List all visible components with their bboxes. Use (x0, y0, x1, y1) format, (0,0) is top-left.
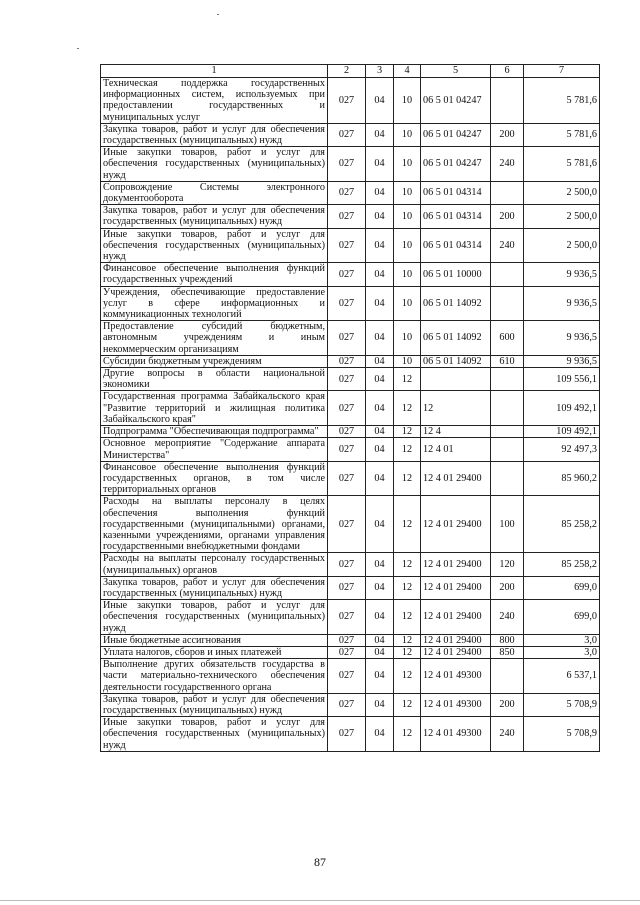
row-vr (491, 78, 524, 124)
table-row (101, 263, 600, 286)
budget-table (100, 64, 600, 752)
row-csr: 06 5 01 04247 (421, 147, 491, 182)
table-row (101, 286, 600, 321)
row-vr: 240 (491, 600, 524, 635)
row-vr: 200 (491, 693, 524, 716)
row-grbs: 027 (328, 78, 366, 124)
row-sum: 109 556,1 (524, 368, 600, 391)
row-csr: 12 4 01 29400 (421, 576, 491, 599)
row-vr: 240 (491, 228, 524, 263)
row-vr: 800 (491, 634, 524, 646)
row-pr: 12 (394, 496, 421, 553)
row-csr: 12 4 01 (421, 438, 491, 461)
row-rz: 04 (366, 646, 394, 658)
row-rz: 04 (366, 461, 394, 496)
row-sum: 85 258,2 (524, 496, 600, 553)
row-name: Уплата налогов, сборов и иных платежей (101, 646, 328, 658)
row-pr: 10 (394, 205, 421, 228)
row-vr (491, 181, 524, 204)
row-pr: 12 (394, 717, 421, 752)
page-number: 87 (314, 855, 326, 869)
table-row (101, 634, 600, 646)
row-pr: 10 (394, 78, 421, 124)
row-sum: 92 497,3 (524, 438, 600, 461)
row-sum: 5 708,9 (524, 717, 600, 752)
row-sum: 2 500,0 (524, 205, 600, 228)
row-csr: 12 4 01 29400 (421, 600, 491, 635)
row-rz: 04 (366, 147, 394, 182)
table-row (101, 181, 600, 204)
row-name: Техническая поддержка государственных информационных систем, используемых при предоставлении государственных и муниципальных услуг (101, 78, 328, 124)
table-row (101, 717, 600, 752)
row-grbs: 027 (328, 205, 366, 228)
table-row (101, 659, 600, 694)
table-row (101, 368, 600, 391)
row-grbs: 027 (328, 123, 366, 146)
row-csr: 12 4 01 29400 (421, 634, 491, 646)
row-rz: 04 (366, 496, 394, 553)
row-name: Основное мероприятие "Содержание аппарата Министерства" (101, 438, 328, 461)
row-name: Субсидии бюджетным учреждениям (101, 355, 328, 367)
row-vr: 100 (491, 496, 524, 553)
row-grbs: 027 (328, 646, 366, 658)
row-grbs: 027 (328, 391, 366, 426)
row-rz: 04 (366, 205, 394, 228)
row-rz: 04 (366, 438, 394, 461)
row-grbs: 027 (328, 426, 366, 438)
col-header: 3 (366, 65, 394, 78)
row-rz: 04 (366, 426, 394, 438)
col-header: 5 (421, 65, 491, 78)
row-vr (491, 438, 524, 461)
row-pr: 10 (394, 355, 421, 367)
table-row (101, 576, 600, 599)
row-sum: 3,0 (524, 634, 600, 646)
row-csr: 12 (421, 391, 491, 426)
row-csr: 12 4 01 49300 (421, 717, 491, 752)
col-header: 2 (328, 65, 366, 78)
row-name: Подпрограмма "Обеспечивающая подпрограмма" (101, 426, 328, 438)
row-grbs: 027 (328, 321, 366, 356)
row-csr: 06 5 01 14092 (421, 286, 491, 321)
row-pr: 12 (394, 438, 421, 461)
row-csr: 06 5 01 10000 (421, 263, 491, 286)
row-rz: 04 (366, 368, 394, 391)
row-grbs: 027 (328, 228, 366, 263)
col-header: 7 (524, 65, 600, 78)
row-vr: 200 (491, 205, 524, 228)
row-grbs: 027 (328, 634, 366, 646)
row-sum: 109 492,1 (524, 391, 600, 426)
row-sum: 109 492,1 (524, 426, 600, 438)
row-sum: 9 936,5 (524, 321, 600, 356)
row-rz: 04 (366, 576, 394, 599)
row-pr: 10 (394, 263, 421, 286)
row-name: Закупка товаров, работ и услуг для обеспечения государственных (муниципальных) нужд (101, 123, 328, 146)
row-rz: 04 (366, 634, 394, 646)
row-csr: 06 5 01 04314 (421, 228, 491, 263)
row-vr (491, 461, 524, 496)
row-name: Государственная программа Забайкальского края "Развитие территорий и жилищная политика Забайкальского края" (101, 391, 328, 426)
row-pr: 12 (394, 368, 421, 391)
row-pr: 10 (394, 123, 421, 146)
row-sum: 9 936,5 (524, 286, 600, 321)
row-sum: 9 936,5 (524, 355, 600, 367)
row-rz: 04 (366, 717, 394, 752)
row-vr (491, 286, 524, 321)
table-row (101, 461, 600, 496)
row-pr: 12 (394, 391, 421, 426)
row-csr: 12 4 01 29400 (421, 646, 491, 658)
table-row (101, 600, 600, 635)
row-grbs: 027 (328, 368, 366, 391)
row-pr: 12 (394, 600, 421, 635)
scan-edge (0, 900, 640, 901)
row-vr: 240 (491, 717, 524, 752)
row-grbs: 027 (328, 496, 366, 553)
row-csr (421, 368, 491, 391)
row-grbs: 027 (328, 717, 366, 752)
row-name: Финансовое обеспечение выполнения функций государственных учреждений (101, 263, 328, 286)
row-sum: 2 500,0 (524, 181, 600, 204)
row-name: Другие вопросы в области национальной экономики (101, 368, 328, 391)
row-name: Иные закупки товаров, работ и услуг для обеспечения государственных (муниципальных) нужд (101, 228, 328, 263)
row-name: Иные закупки товаров, работ и услуг для обеспечения государственных (муниципальных) нужд (101, 600, 328, 635)
row-name: Расходы на выплаты персоналу государственных (муниципальных) органов (101, 553, 328, 576)
row-csr: 06 5 01 14092 (421, 321, 491, 356)
row-pr: 12 (394, 693, 421, 716)
row-grbs: 027 (328, 355, 366, 367)
row-csr: 12 4 01 49300 (421, 659, 491, 694)
row-sum: 85 960,2 (524, 461, 600, 496)
row-pr: 10 (394, 286, 421, 321)
row-vr: 200 (491, 576, 524, 599)
row-rz: 04 (366, 78, 394, 124)
row-grbs: 027 (328, 438, 366, 461)
table-row (101, 438, 600, 461)
table-row (101, 205, 600, 228)
row-rz: 04 (366, 321, 394, 356)
row-name: Закупка товаров, работ и услуг для обеспечения государственных (муниципальных) нужд (101, 576, 328, 599)
row-csr: 12 4 01 29400 (421, 496, 491, 553)
row-rz: 04 (366, 263, 394, 286)
table-row (101, 147, 600, 182)
table-row (101, 321, 600, 356)
row-vr (491, 659, 524, 694)
row-rz: 04 (366, 600, 394, 635)
row-name: Иные закупки товаров, работ и услуг для обеспечения государственных (муниципальных) нужд (101, 717, 328, 752)
row-sum: 699,0 (524, 576, 600, 599)
table-header-row (101, 65, 600, 78)
row-rz: 04 (366, 693, 394, 716)
row-sum: 85 258,2 (524, 553, 600, 576)
col-header: 1 (101, 65, 328, 78)
row-sum: 5 781,6 (524, 78, 600, 124)
row-sum: 9 936,5 (524, 263, 600, 286)
row-grbs: 027 (328, 600, 366, 635)
row-sum: 699,0 (524, 600, 600, 635)
row-grbs: 027 (328, 181, 366, 204)
row-rz: 04 (366, 553, 394, 576)
row-name: Предоставление субсидий бюджетным, автономным учреждениям и иным некоммерческим организациям (101, 321, 328, 356)
row-vr: 600 (491, 321, 524, 356)
row-grbs: 027 (328, 263, 366, 286)
row-csr: 12 4 (421, 426, 491, 438)
row-grbs: 027 (328, 461, 366, 496)
row-pr: 12 (394, 553, 421, 576)
row-pr: 12 (394, 461, 421, 496)
table-row (101, 78, 600, 124)
table-row (101, 228, 600, 263)
col-header: 4 (394, 65, 421, 78)
row-rz: 04 (366, 391, 394, 426)
row-pr: 12 (394, 646, 421, 658)
row-rz: 04 (366, 228, 394, 263)
row-vr (491, 263, 524, 286)
table-row (101, 496, 600, 553)
row-sum: 5 708,9 (524, 693, 600, 716)
row-pr: 10 (394, 228, 421, 263)
row-pr: 12 (394, 659, 421, 694)
row-sum: 2 500,0 (524, 228, 600, 263)
row-vr (491, 391, 524, 426)
row-grbs: 027 (328, 659, 366, 694)
row-name: Закупка товаров, работ и услуг для обеспечения государственных (муниципальных) нужд (101, 693, 328, 716)
row-csr: 12 4 01 29400 (421, 553, 491, 576)
table-row (101, 693, 600, 716)
table-row (101, 123, 600, 146)
row-grbs: 027 (328, 553, 366, 576)
table-row (101, 355, 600, 367)
row-name: Иные бюджетные ассигнования (101, 634, 328, 646)
row-name: Закупка товаров, работ и услуг для обеспечения государственных (муниципальных) нужд (101, 205, 328, 228)
table-body (101, 78, 600, 752)
row-name: Расходы на выплаты персоналу в целях обеспечения выполнения функций государственными (муниципальными) органами, казенными учреждениями, органами управления государственными внебюджетными фондами (101, 496, 328, 553)
row-grbs: 027 (328, 286, 366, 321)
row-csr: 06 5 01 04247 (421, 123, 491, 146)
row-sum: 6 537,1 (524, 659, 600, 694)
row-csr: 06 5 01 04247 (421, 78, 491, 124)
row-pr: 10 (394, 181, 421, 204)
row-vr: 610 (491, 355, 524, 367)
row-rz: 04 (366, 123, 394, 146)
row-pr: 12 (394, 634, 421, 646)
row-name: Иные закупки товаров, работ и услуг для обеспечения государственных (муниципальных) нужд (101, 147, 328, 182)
row-csr: 06 5 01 14092 (421, 355, 491, 367)
row-vr: 850 (491, 646, 524, 658)
row-sum: 5 781,6 (524, 123, 600, 146)
row-csr: 12 4 01 29400 (421, 461, 491, 496)
row-rz: 04 (366, 286, 394, 321)
row-vr: 200 (491, 123, 524, 146)
table-row (101, 646, 600, 658)
row-csr: 06 5 01 04314 (421, 205, 491, 228)
row-pr: 12 (394, 576, 421, 599)
scan-artifact (77, 48, 79, 49)
row-grbs: 027 (328, 147, 366, 182)
row-vr (491, 426, 524, 438)
row-csr: 06 5 01 04314 (421, 181, 491, 204)
row-rz: 04 (366, 659, 394, 694)
row-rz: 04 (366, 181, 394, 204)
row-csr: 12 4 01 49300 (421, 693, 491, 716)
row-vr (491, 368, 524, 391)
row-grbs: 027 (328, 576, 366, 599)
table-row (101, 426, 600, 438)
scan-artifact (217, 14, 219, 15)
row-pr: 10 (394, 147, 421, 182)
row-pr: 10 (394, 321, 421, 356)
table-row (101, 553, 600, 576)
row-name: Выполнение других обязательств государства в части материально-технического обеспечения деятельности государственного органа (101, 659, 328, 694)
row-rz: 04 (366, 355, 394, 367)
table-row (101, 391, 600, 426)
row-vr: 120 (491, 553, 524, 576)
row-name: Финансовое обеспечение выполнения функций государственных органов, в том числе территориальных органов (101, 461, 328, 496)
row-vr: 240 (491, 147, 524, 182)
row-name: Учреждения, обеспечивающие предоставление услуг в сфере информационных и коммуникационных технологий (101, 286, 328, 321)
row-name: Сопровождение Системы электронного документооборота (101, 181, 328, 204)
row-pr: 12 (394, 426, 421, 438)
row-grbs: 027 (328, 693, 366, 716)
row-sum: 5 781,6 (524, 147, 600, 182)
col-header: 6 (491, 65, 524, 78)
row-sum: 3,0 (524, 646, 600, 658)
